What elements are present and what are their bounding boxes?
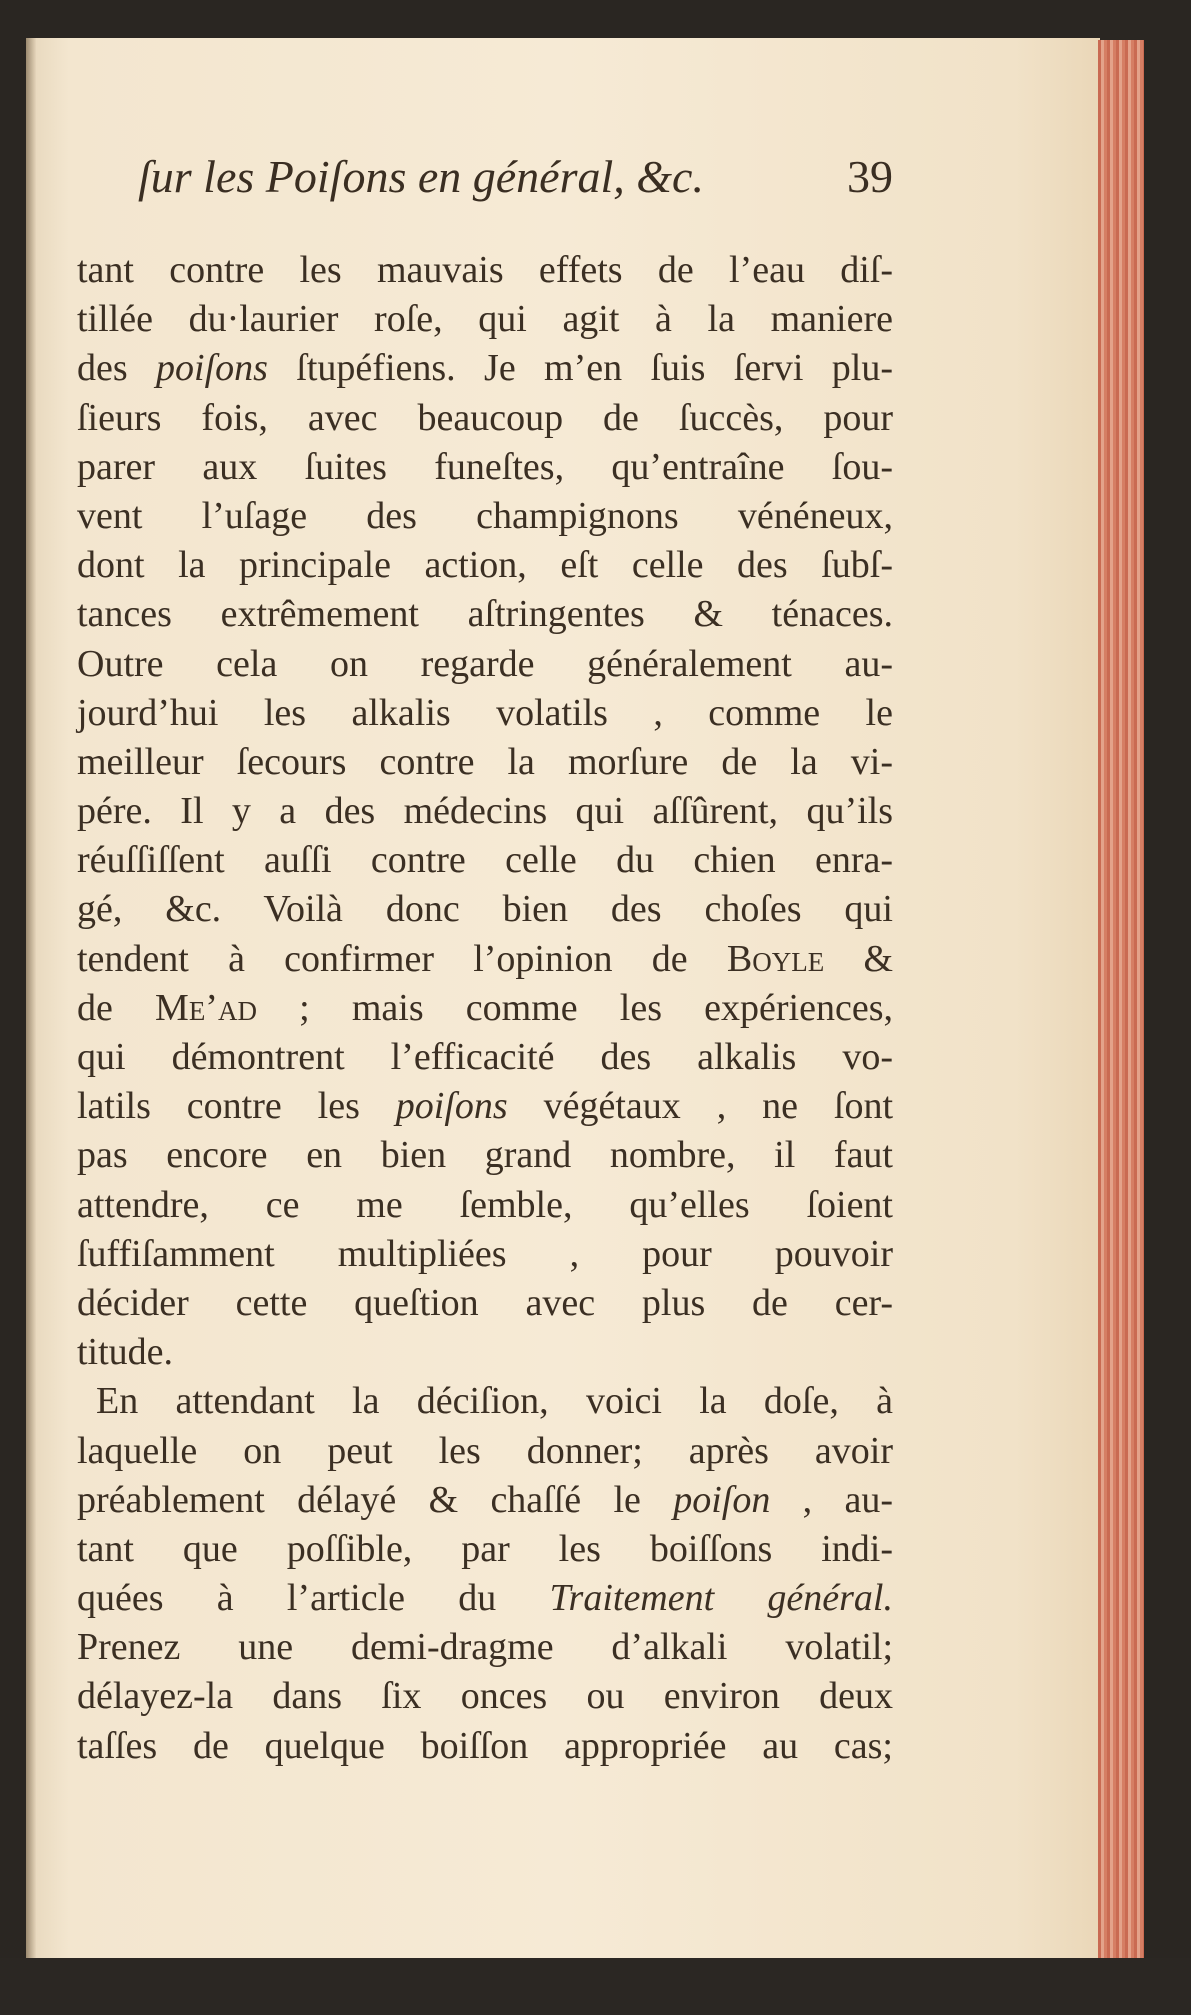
page-number: 39 <box>847 151 893 202</box>
text-line <box>77 689 893 738</box>
text-line <box>77 1525 893 1574</box>
text-line <box>77 1427 893 1476</box>
text-line <box>77 1328 893 1377</box>
text-segment: ſieurs fois, avec beaucoup de ſuccès, pour <box>77 396 893 439</box>
text-line <box>77 640 893 689</box>
text-segment: délayez-la dans ſix onces ou environ deux <box>77 1675 893 1718</box>
text-line <box>77 1082 893 1131</box>
text-segment: tendent à confirmer l’opinion de <box>77 937 727 980</box>
text-segment: réuſſiſſent auſſi contre celle du chien enra- <box>77 839 893 882</box>
text-segment: ſuffiſamment multipliées , pour pouvoir <box>77 1232 893 1275</box>
text-segment: de <box>77 986 156 1029</box>
text-segment: tillée du·laurier roſe, qui agit à la maniere <box>77 298 893 341</box>
text-line <box>77 1623 893 1672</box>
page-edge-red <box>1098 40 1144 1960</box>
text-segment: dont la principale action, eſt celle des ſubſ- <box>77 544 893 587</box>
text-segment: gé, &c. Voilà donc bien des choſes qui <box>77 888 893 931</box>
text-segment: Prenez une demi-dragme d’alkali volatil; <box>77 1626 893 1669</box>
text-line <box>77 1722 893 1771</box>
text-line <box>77 295 893 344</box>
running-title: ſur les Poiſons en général, &c. <box>138 151 704 202</box>
text-segment: des <box>77 347 157 390</box>
text-segment: préablement délayé & chaſſé le <box>77 1478 674 1521</box>
text-line <box>77 394 893 443</box>
text-segment: , au- <box>770 1478 893 1521</box>
text-line <box>77 443 893 492</box>
small-caps-name: Me’ad <box>155 986 257 1029</box>
text-segment: En attendant la déciſion, voici la doſe, à <box>96 1380 893 1423</box>
text-segment: vent l’uſage des champignons vénéneux, <box>77 494 893 537</box>
text-line <box>77 246 893 295</box>
text-segment: décider cette queſtion avec plus de cer- <box>77 1281 893 1324</box>
text-line <box>77 1377 893 1426</box>
text-line <box>77 1279 893 1328</box>
text-segment: attendre, ce me ſemble, qu’elles ſoient <box>77 1183 893 1226</box>
italic-text: poiſon <box>673 1478 771 1521</box>
text-segment: végétaux , ne ſont <box>507 1085 894 1128</box>
text-segment: parer aux ſuites funeſtes, qu’entraîne ſou- <box>77 445 893 488</box>
text-line <box>77 1672 893 1721</box>
text-segment: & <box>824 937 894 980</box>
text-line <box>77 492 893 541</box>
page-header <box>138 150 893 210</box>
text-line <box>77 787 893 836</box>
text-line <box>77 738 893 787</box>
body-text <box>77 246 893 1771</box>
text-segment: Outre cela on regarde généralement au- <box>77 642 893 685</box>
text-line <box>77 590 893 639</box>
text-segment: pas encore en bien grand nombre, il faut <box>77 1134 893 1177</box>
text-line <box>77 935 893 984</box>
text-line <box>77 1181 893 1230</box>
text-segment: latils contre les <box>77 1085 396 1128</box>
italic-text: Traitement général. <box>549 1577 893 1620</box>
text-line <box>77 836 893 885</box>
text-segment: ſtupéfiens. Je m’en ſuis ſervi plu- <box>267 347 893 390</box>
text-segment: jourd’hui les alkalis volatils , comme le <box>77 691 893 734</box>
text-line <box>77 1574 893 1623</box>
text-segment: taſſes de quelque boiſſon appropriée au cas; <box>77 1724 893 1767</box>
text-segment: qui démontrent l’efficacité des alkalis vo- <box>77 1036 893 1078</box>
small-caps-name: Boyle <box>726 937 825 980</box>
background-bottom <box>0 1958 1191 2015</box>
text-segment: ; mais comme les expériences, <box>256 986 893 1029</box>
text-line <box>77 984 893 1033</box>
text-segment: laquelle on peut les donner; après avoir <box>77 1429 893 1472</box>
text-segment: titude. <box>77 1331 174 1374</box>
text-line <box>77 885 893 934</box>
text-line <box>77 1476 893 1525</box>
text-segment: tant que poſſible, par les boiſſons indi- <box>77 1527 893 1570</box>
text-line <box>77 1230 893 1279</box>
text-segment: tant contre les mauvais effets de l’eau diſ- <box>77 249 893 291</box>
text-line <box>77 1131 893 1180</box>
italic-text: poiſons <box>395 1085 508 1128</box>
text-line <box>77 1033 893 1082</box>
text-line <box>77 541 893 590</box>
text-segment: tances extrêmement aſtringentes & ténaces. <box>77 593 893 636</box>
italic-text: poiſons <box>156 347 268 390</box>
gutter-shadow <box>26 38 36 1958</box>
text-line <box>77 344 893 393</box>
text-segment: pére. Il y a des médecins qui aſſûrent, qu’ils <box>77 790 893 833</box>
text-segment: meilleur ſecours contre la morſure de la vi- <box>77 740 893 783</box>
text-segment: quées à l’article du <box>77 1577 550 1620</box>
